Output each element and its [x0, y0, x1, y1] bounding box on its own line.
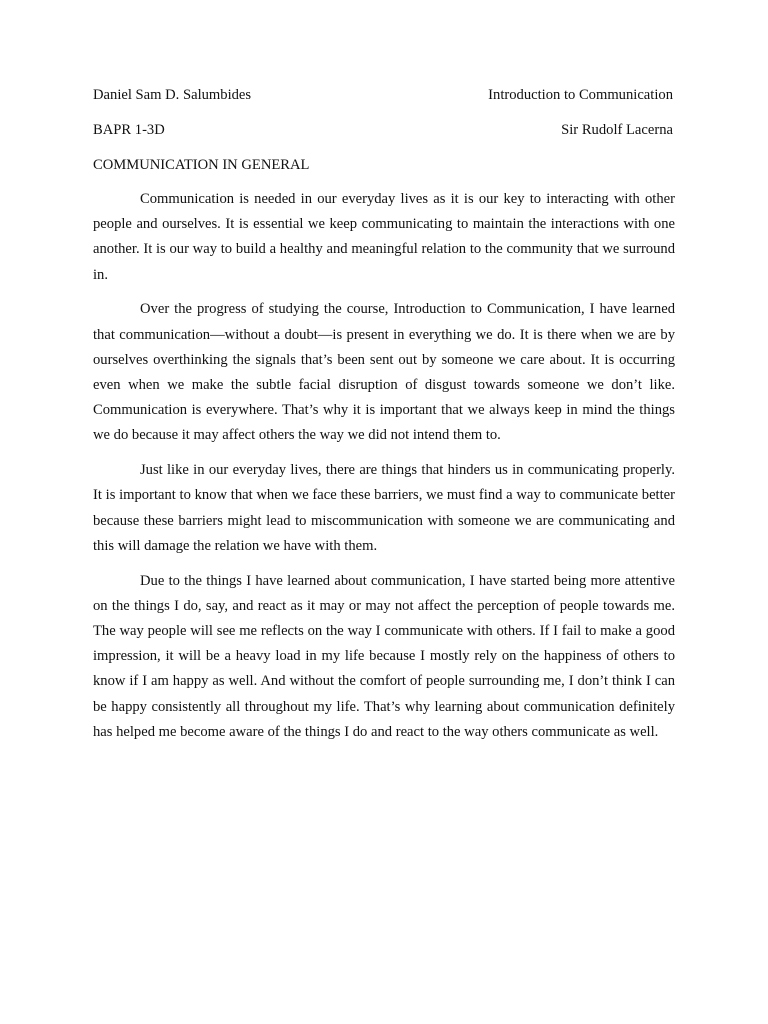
header-row-1: [93, 83, 673, 108]
document-title: COMMUNICATION IN GENERAL: [93, 157, 310, 173]
paragraph-3: Just like in our everyday lives, there are things that hinders us in communicating properly. It is important to know that when we face these barriers, we must find a way to communicate better because these barriers might lead to miscommunication with someone we are communicating and this will damage the relation we have with them.: [93, 462, 675, 554]
instructor-name: Sir Rudolf Lacerna: [561, 122, 673, 138]
paragraph-4: Due to the things I have learned about communication, I have started being more attentive on the things I do, say, and react as it may or may not affect the perception of people towards me. The way people will see me reflects on the way I communicate with others. If I fail to make a good impression, it will be a heavy load in my life because I mostly rely on the happiness of others to know if I am happy as well. And without the comfort of people surrounding me, I don’t think I can be happy consistently all throughout my life. That’s why learning about communication definitely has helped me become aware of the things I do and react to the way others communicate as well.: [93, 572, 675, 740]
author-name: Daniel Sam D. Salumbides: [93, 87, 252, 103]
paragraph-2: Over the progress of studying the course, Introduction to Communication, I have learned that communication—without a doubt—is present in everything we do. It is there when we are by ourselves overthinking the signals that’s been sent out by someone we care about. It is occurring even when we make the subtle facial disruption of disgust towards someone we don’t like. Communication is everywhere. That’s why it is important that we always keep in mind the things we do because it may affect others the way we did not intend them to.: [93, 301, 675, 444]
class-section: BAPR 1-3D: [93, 122, 165, 138]
document-body: [93, 187, 675, 755]
course-name: Introduction to Communication: [488, 87, 673, 103]
paragraph-1: Communication is needed in our everyday lives as it is our key to interacting with other people and ourselves. It is essential we keep communicating to maintain the interactions with one another. It is our way to build a healthy and meaningful relation to the community that we surround in.: [93, 191, 675, 283]
header-row-2: [93, 118, 673, 143]
